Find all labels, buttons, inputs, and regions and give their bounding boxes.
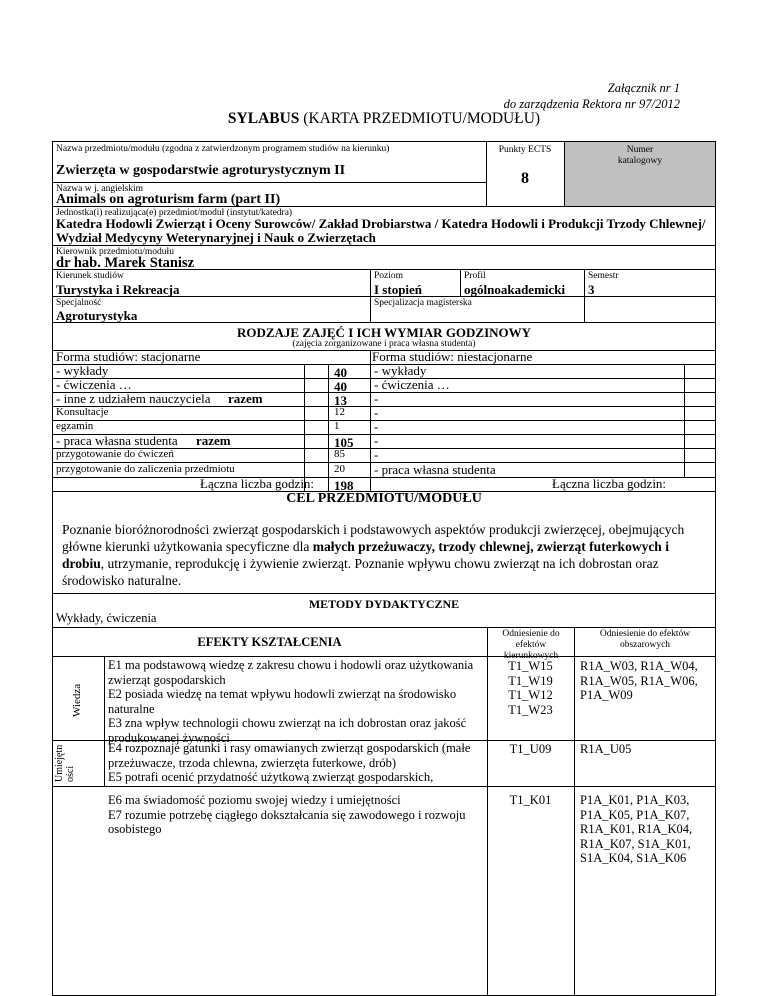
stationary-label: Forma studiów: stacjonarne xyxy=(56,349,201,364)
ects-value: 8 xyxy=(521,170,529,187)
profile-label: Profil xyxy=(464,271,486,281)
hours-row-prep-exercises-ns: - xyxy=(374,447,379,462)
semester-label: Semestr xyxy=(588,271,619,281)
hours-lectures-value: 40 xyxy=(334,365,347,380)
english-name-label: Nazwa w j. angielskim xyxy=(56,184,144,194)
head-value: dr hab. Marek Stanisz xyxy=(56,255,195,271)
social-direction-refs: T1_K01 xyxy=(509,793,552,807)
goal-text xyxy=(62,521,707,589)
hours-other-value: 13 xyxy=(334,393,347,408)
hours-row-consultations-ns: - xyxy=(374,405,379,420)
document-title xyxy=(0,110,768,128)
outcomes-col-area: Odniesienie do efektów obszarowych xyxy=(599,629,691,650)
hours-row-consultations: Konsultacje xyxy=(56,406,109,418)
hours-row-other: - inne z udziałem nauczyciela xyxy=(56,391,211,406)
hours-total-label: Łączna liczba godzin: xyxy=(200,476,315,491)
hours-exam-value: 1 xyxy=(334,420,340,432)
hours-selfwork-total-label: razem xyxy=(196,433,231,448)
nonstationary-label: Forma studiów: niestacjonarne xyxy=(372,349,533,364)
knowledge-area-refs: R1A_W03, R1A_W04, R1A_W05, R1A_W06, P1A_W09 xyxy=(580,659,698,702)
hours-row-exam: egzamin xyxy=(56,420,94,432)
hours-total-label-ns: Łączna liczba godzin: xyxy=(552,476,667,491)
hours-row-selfwork: - praca własna studenta xyxy=(56,433,178,448)
unit-value: Katedra Hodowli Zwierząt i Oceny Surowców/ Zakład Drobiarstwa / Katedra Hodowli i Produkcji Trzody Chlewnej/ Wydział Medycyny Weterynaryjnej i Nauk o Zwierzętach xyxy=(56,216,706,245)
catalog-number-label: Numer katalogowy xyxy=(617,145,663,166)
hours-row-lectures-ns: - wykłady xyxy=(374,363,427,378)
head-label: Kierownik przedmiotu/modułu xyxy=(56,247,174,257)
level-label: Poziom xyxy=(374,271,404,281)
hours-row-exam-ns: - xyxy=(374,419,379,434)
hours-title: RODZAJE ZAJĘĆ I ICH WYMIAR GODZINOWY xyxy=(236,325,532,340)
hours-consultations-value: 12 xyxy=(334,406,345,418)
skills-outcomes: E4 rozpoznaje gatunki i rasy omawianych zwierząt gospodarskich (małe przeżuwacze, trzoda chlewna, zwierzęta futerkowe, drób) E5 potrafi ocenić przydatność użytkową zwierząt gospodarskich, xyxy=(108,741,471,784)
knowledge-outcomes: E1 ma podstawową wiedzę z zakresu chowu i hodowli oraz użytkowania zwierząt gospodarskich E2 posiada wiedzę na temat wpływu hodowli zwierząt na środowisko naturalne E3 zna wpływ technologii chowu zwierząt na ich dobrostan oraz jakość produkowanej żywności xyxy=(108,658,474,745)
goal-text-bold: małych przeżuwaczy, trzody chlewnej, zwierząt futerkowych i drobiu xyxy=(62,539,669,571)
category-skills: Umiejętn ości xyxy=(54,744,76,782)
hours-row-other-ns: - xyxy=(374,391,379,406)
level-value: I stopień xyxy=(374,282,423,297)
goal-title: CEL PRZEDMIOTU/MODUŁU xyxy=(286,491,482,506)
hours-row-prep-credit-ns: - praca własna studenta xyxy=(374,462,496,477)
social-area-refs: P1A_K01, P1A_K03, P1A_K05, P1A_K07, R1A_K01, R1A_K04, R1A_K07, S1A_K01, S1A_K04, S1A_K06 xyxy=(580,793,693,865)
methods-text: Wykłady, ćwiczenia xyxy=(56,611,157,625)
goal-text-part1: Poznanie bioróżnorodności zwierząt gospodarskich i podstawowych aspektów produkcji zwierzęcej, obejmujących główne kierunki użytkowania specyficzne dla xyxy=(62,522,685,554)
course-name: Zwierzęta w gospodarstwie agroturystycznym II xyxy=(56,163,346,178)
english-name: Animals on agroturism farm (part II) xyxy=(56,192,281,207)
knowledge-direction-refs: T1_W15 T1_W19 T1_W12 T1_W23 xyxy=(508,659,553,717)
masters-label: Specjalizacja magisterska xyxy=(374,298,472,308)
hours-selfwork-value: 105 xyxy=(334,435,354,450)
title-bold: SYLABUS xyxy=(227,110,300,127)
hours-row-lectures: - wykłady xyxy=(56,363,109,378)
category-knowledge: Wiedza xyxy=(71,683,83,717)
hours-subtitle: (zajęcia zorganizowane i praca własna studenta) xyxy=(292,339,476,349)
field-label: Kierunek studiów xyxy=(56,271,124,281)
methods-title: METODY DYDAKTYCZNE xyxy=(308,597,460,611)
hours-prep-exercises-value: 85 xyxy=(334,448,345,460)
field-value: Turystyka i Rekreacja xyxy=(56,282,180,297)
skills-direction-refs: T1_U09 xyxy=(509,742,552,756)
specialty-label: Specjalność xyxy=(56,298,102,308)
skills-area-refs: R1A_U05 xyxy=(580,742,632,756)
hours-row-prep-exercises: przygotowanie do ćwiczeń xyxy=(56,448,174,460)
specialty-value: Agroturystyka xyxy=(56,308,138,323)
outcomes-col-direction: Odniesienie do efektów kierunkowych xyxy=(502,629,560,661)
hours-prep-credit-value: 20 xyxy=(334,463,345,475)
semester-value: 3 xyxy=(588,282,595,297)
title-rest: (KARTA PRZEDMIOTU/MODUŁU) xyxy=(299,110,541,127)
unit-label: Jednostka(i) realizująca(e) przedmiot/moduł (instytut/katedra) xyxy=(56,208,293,218)
annex-number: Załącznik nr 1 xyxy=(607,81,680,95)
annex-order: do zarządzenia Rektora nr 97/2012 xyxy=(503,97,680,111)
hours-row-exercises-ns: - ćwiczenia … xyxy=(374,377,450,392)
outcomes-title: EFEKTY KSZTAŁCENIA xyxy=(197,635,342,649)
ects-label: Punkty ECTS xyxy=(498,145,552,155)
hours-row-selfwork-ns: - xyxy=(374,433,379,448)
social-outcomes: E6 ma świadomość poziomu swojej wiedzy i umiejętności E7 rozumie potrzebę ciągłego dokształcania się zawodowego i rozwoju osobistego xyxy=(108,793,466,836)
hours-other-total-label: razem xyxy=(228,391,263,406)
profile-value: ogólnoakademicki xyxy=(464,282,566,297)
hours-row-exercises: - ćwiczenia … xyxy=(56,377,132,392)
hours-exercises-value: 40 xyxy=(334,379,347,394)
hours-total-value: 198 xyxy=(334,478,354,493)
goal-text-part2: , utrzymanie, reprodukcję i żywienie zwierząt. Poznanie wpływu chowu zwierząt na ich dobrostan oraz środowisko naturalne. xyxy=(62,556,659,588)
hours-row-prep-credit: przygotowanie do zaliczenia przedmiotu xyxy=(56,463,235,475)
annex-note xyxy=(504,80,680,112)
course-name-label: Nazwa przedmiotu/modułu (zgodna z zatwierdzonym programem studiów na kierunku) xyxy=(56,144,390,154)
